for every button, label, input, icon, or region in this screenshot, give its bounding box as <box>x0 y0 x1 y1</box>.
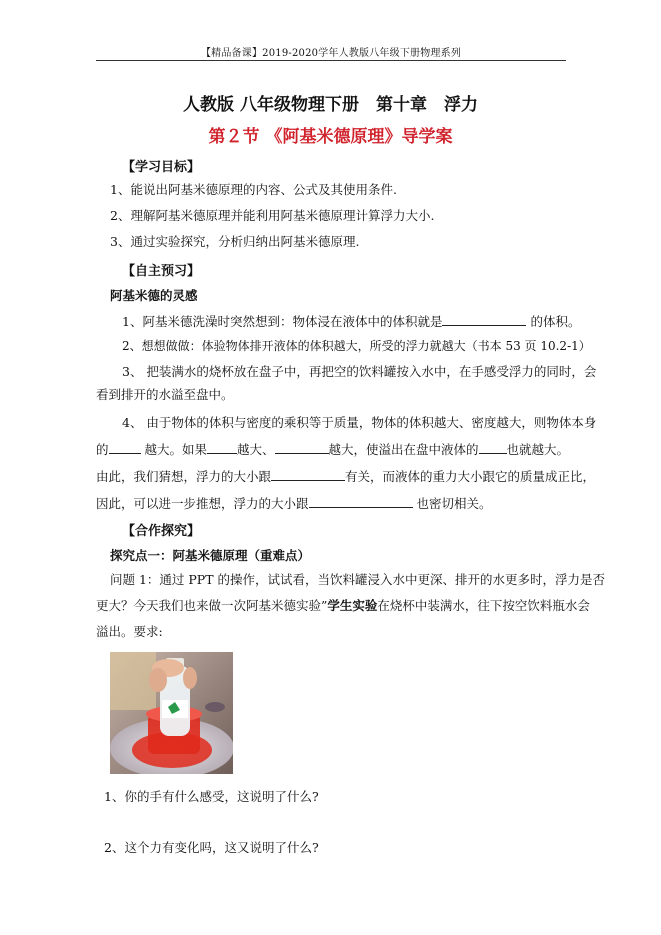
explore-question-1: 1、你的手有什么感受，这说明了什么? <box>104 789 319 804</box>
header-divider <box>96 60 566 61</box>
fill-blank[interactable] <box>479 440 507 454</box>
preview-question-3-line1: 3、 把装满水的烧杯放在盘子中，再把空的饮料罐按入水中，在手感受浮力的同时，会 <box>122 364 597 379</box>
preview-question-2: 2、想想做做：体验物体排开液体的体积越大，所受的浮力就越大（书本 53 页 10.2-1） <box>122 339 591 353</box>
problem-line-3: 溢出。要求: <box>96 624 163 639</box>
student-experiment-label: 学生实验 <box>327 598 378 613</box>
preview-question-4-line1: 4、 由于物体的体积与密度的乘积等于质量，物体的体积越大、密度越大，则物体本身 <box>122 415 597 430</box>
q1-text-a: 1、阿基米德洗澡时突然想到：物体浸在液体中的体积就是 <box>122 314 443 329</box>
goal-item-3: 3、通过实验探究，分析归纳出阿基米德原理. <box>110 234 360 249</box>
goal-item-1: 1、能说出阿基米德原理的内容、公式及其使用条件. <box>110 182 397 197</box>
fill-blank[interactable] <box>207 440 237 454</box>
section-heading-goals: 【学习目标】 <box>122 160 201 175</box>
explore-point-title: 探究点一：阿基米德原理（重难点） <box>110 548 311 563</box>
goal-item-2: 2、理解阿基米德原理并能利用阿基米德原理计算浮力大小. <box>110 208 435 223</box>
q4-text: 由此，我们猜想，浮力的大小跟 <box>96 469 272 484</box>
problem-line-1: 问题 1：通过 PPT 的操作，试试看，当饮料罐浸入水中更深、排开的水更多时，浮力是否 <box>110 572 606 587</box>
fill-blank[interactable] <box>271 467 345 481</box>
q4-text: 越大、 <box>237 442 275 457</box>
lesson-title: 第２节 《阿基米德原理》导学案 <box>208 127 453 147</box>
experiment-photo <box>110 652 233 774</box>
section-heading-cooperate: 【合作探究】 <box>122 524 201 539</box>
q4-text: 越大，使溢出在盘中液体的 <box>328 442 479 457</box>
q4-text: 也密切相关。 <box>416 496 492 511</box>
fill-blank[interactable] <box>442 312 526 326</box>
fill-blank[interactable] <box>309 494 413 508</box>
q4-text: 因此，可以进一步推想，浮力的大小跟 <box>96 496 309 511</box>
page-header: 【精品备课】2019-2020学年人教版八年级下册物理系列 <box>200 48 462 59</box>
problem-line-2 <box>96 598 590 614</box>
q4-text: 也就越大。 <box>506 442 570 457</box>
q4-text: 的 <box>96 442 109 457</box>
experiment-illustration <box>110 652 233 774</box>
problem-text: 在烧杯中装满水，往下按空饮料瓶水会 <box>377 598 590 613</box>
q4-text: 越大。如果 <box>144 442 208 457</box>
fill-blank[interactable] <box>275 440 329 454</box>
q4-text: 有关，而液体的重力大小跟它的质量成正比， <box>345 469 596 484</box>
fill-blank[interactable] <box>109 440 141 454</box>
section-heading-preview: 【自主预习】 <box>122 264 201 279</box>
preview-question-4-line3 <box>96 467 595 485</box>
explore-question-2: 2、这个力有变化吗，这又说明了什么? <box>104 840 319 855</box>
preview-question-4-line4 <box>96 494 492 512</box>
preview-question-4-line2 <box>96 440 569 458</box>
document-title: 人教版 八年级物理下册 第十章 浮力 <box>183 95 478 115</box>
problem-text: 更大？今天我们也来做一次阿基米德实验” <box>96 598 328 613</box>
q1-text-b: 的体积。 <box>530 314 581 329</box>
preview-subtitle: 阿基米德的灵感 <box>110 288 198 303</box>
preview-question-3-line2: 看到排开的水溢至盘中。 <box>96 387 234 402</box>
preview-question-1 <box>122 312 580 330</box>
